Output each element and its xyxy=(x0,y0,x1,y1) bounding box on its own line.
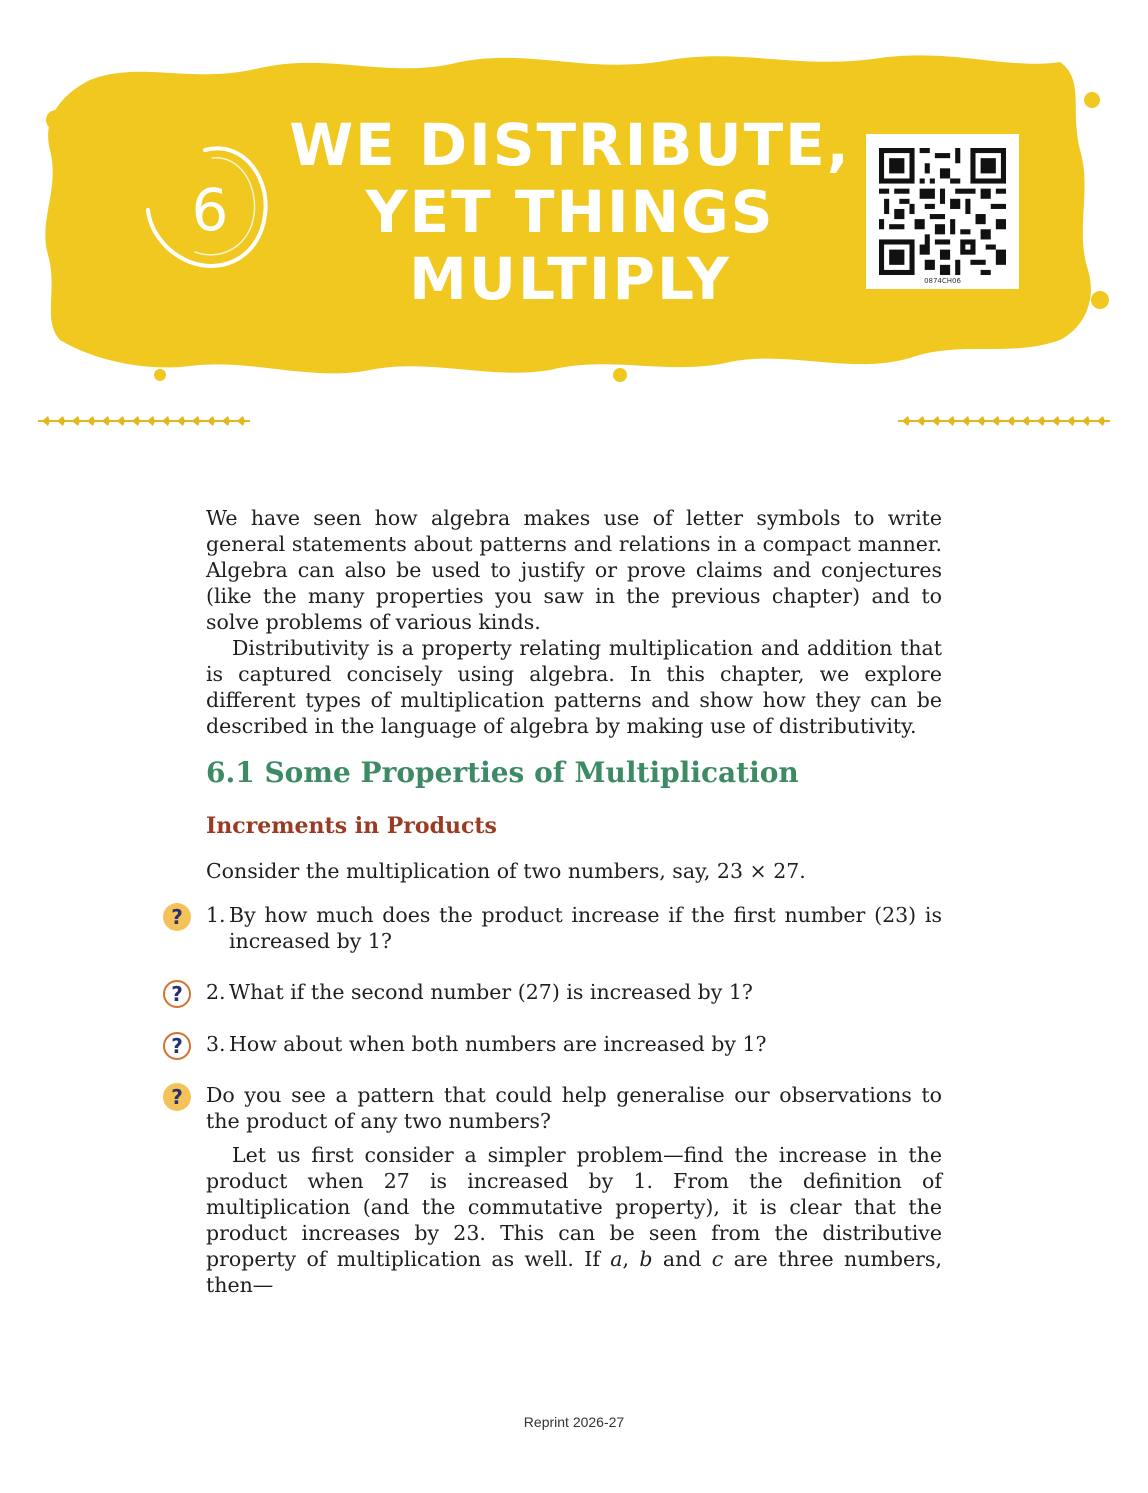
question-text: Do you see a pattern that could help generalise our observations to the product of any two numbers? xyxy=(206,1083,942,1133)
chapter-title-line-3: MULTIPLY xyxy=(409,245,731,313)
closing-text xyxy=(206,1142,942,1298)
qr-code-label: 0874CH06 xyxy=(924,277,961,285)
chapter-title-line-1: WE DISTRIBUTE, xyxy=(289,111,851,179)
question-number: 2. xyxy=(206,980,226,1004)
question-filled-icon: ? xyxy=(163,1083,191,1111)
intro-paragraph-2: Distributivity is a property relating multiplication and addition that is captured concisely using algebra. In this chapter, we explore different types of multiplication patterns and show how they can be described in the language of algebra by making use of distributivity. xyxy=(206,636,942,738)
closing-text-part: are three numbers, then— xyxy=(206,1247,942,1297)
closing-paragraph xyxy=(206,1142,942,1298)
question-item-1 xyxy=(206,902,942,954)
question-text: By how much does the product increase if the first number (23) is increased by 1? xyxy=(229,903,942,953)
question-number: 3. xyxy=(206,1032,226,1056)
question-item-3 xyxy=(206,1031,942,1057)
question-outline-icon: ? xyxy=(163,980,191,1008)
intro-paragraph-1: We have seen how algebra makes use of letter symbols to write general statements about patterns and relations in a compact manner. Algebra can also be used to justify or prove claims and conjectures (like the many properties you saw in the previous chapter) and to solve problems of various kinds. xyxy=(206,506,942,634)
closing-separator: , xyxy=(622,1247,640,1271)
chapter-title-line-2: YET THINGS xyxy=(365,178,775,246)
ornament-right xyxy=(898,413,1110,429)
intro-text xyxy=(206,505,942,739)
qr-code-icon xyxy=(879,148,1006,275)
section-title: 6.1 Some Properties of Multiplication xyxy=(206,756,799,789)
chapter-title xyxy=(270,112,870,313)
question-item-2 xyxy=(206,979,942,1005)
question-text: How about when both numbers are increased by 1? xyxy=(229,1032,767,1056)
variable-b: b xyxy=(639,1247,653,1271)
question-number: 1. xyxy=(206,903,226,927)
variable-c: c xyxy=(711,1247,724,1271)
closing-text-part: Let us first consider a simpler problem—find the increase in the product when 27 is increased by 1. From the definition of multiplication (and the commutative property), it is clear that the product increases by 23. This can be seen from the distributive property of multiplication as well. If xyxy=(206,1143,942,1271)
closing-separator: and xyxy=(652,1247,712,1271)
question-outline-icon: ? xyxy=(163,1032,191,1060)
chapter-number: 6 xyxy=(191,176,229,244)
variable-a: a xyxy=(610,1247,623,1271)
lead-paragraph: Consider the multiplication of two numbers, say, 23 × 27. xyxy=(206,859,806,883)
ornament-left xyxy=(38,413,250,429)
lead-text xyxy=(206,858,942,884)
question-text: What if the second number (27) is increased by 1? xyxy=(229,980,753,1004)
subsection-title: Increments in Products xyxy=(206,813,497,839)
question-filled-icon: ? xyxy=(163,903,191,931)
qr-code-box[interactable] xyxy=(866,134,1019,289)
reprint-footer: Reprint 2026-27 xyxy=(523,1414,625,1430)
question-item-4 xyxy=(206,1082,942,1134)
